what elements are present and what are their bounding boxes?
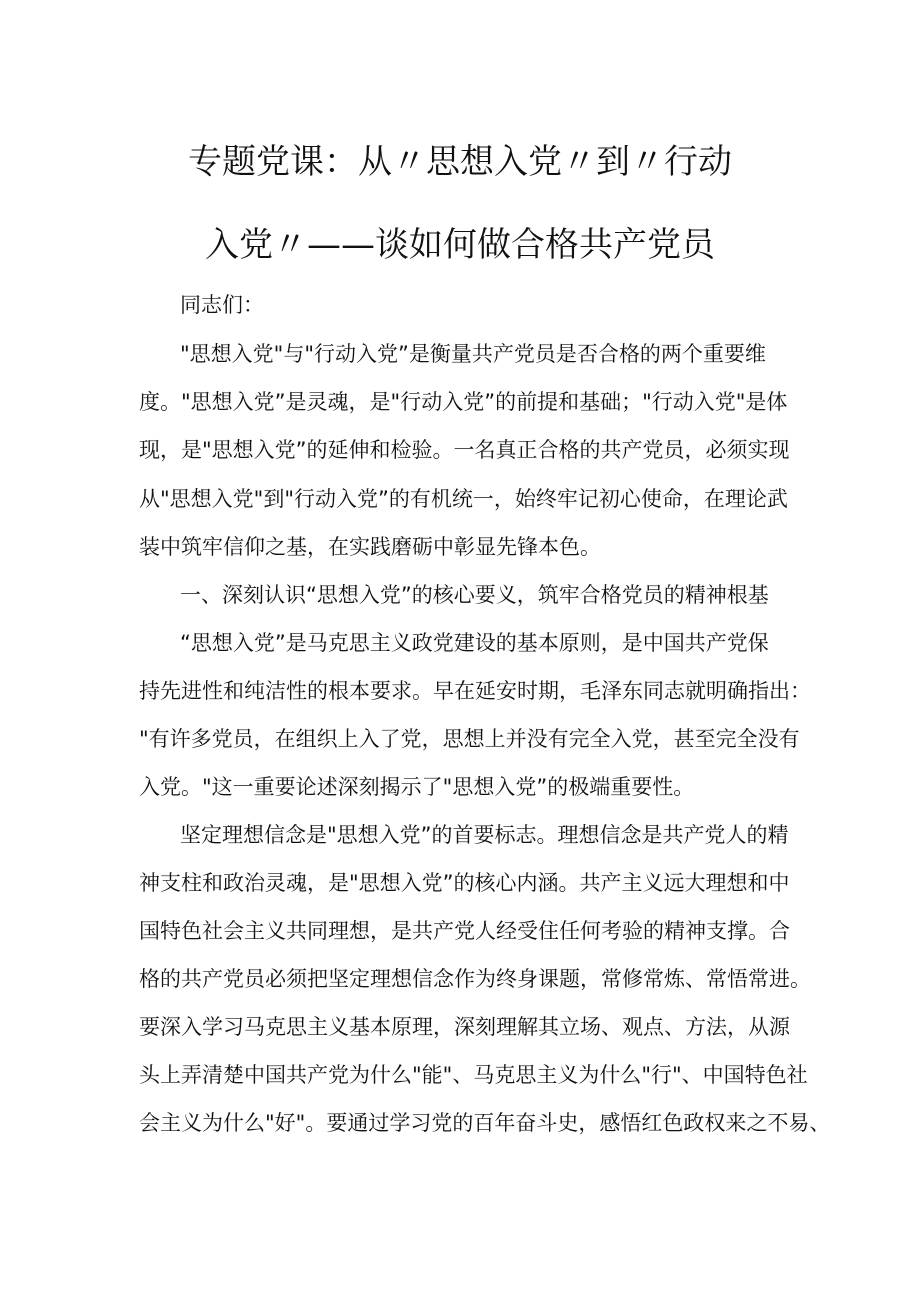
- paragraph-line: 要深入学习马克思主义基本原理，深刻理解其立场、观点、方法，从源: [139, 1015, 790, 1039]
- paragraph-line: 神支柱和政治灵魂，是"思想入党”的核心内涵。共产主义远大理想和中: [139, 871, 790, 895]
- paragraph-line: 坚定理想信念是"思想入党”的首要标志。理想信念是共产党人的精: [180, 823, 789, 847]
- document-title-line-1: 专题党课：从〃思想入党〃到〃行动: [188, 142, 732, 182]
- section-heading: 一、深刻认识“思想入党”的核心要义，筑牢合格党员的精神根基: [180, 583, 769, 607]
- document-title-line-2: 入党〃——谈如何做合格共产党员: [205, 225, 715, 265]
- paragraph-line: “思想入党”是马克思主义政党建设的基本原则，是中国共产党保: [180, 631, 769, 655]
- paragraph-line: "思想入党"与"行动入党”是衡量共产党员是否合格的两个重要维: [180, 342, 766, 366]
- paragraph-line: 持先进性和纯洁性的根本要求。早在延安时期，毛泽东同志就明确指出：: [139, 679, 811, 703]
- paragraph-line: 国特色社会主义共同理想，是共产党人经受住任何考验的精神支撑。合: [139, 919, 790, 943]
- paragraph-line: 从"思想入党"到"行动入党”的有机统一，始终牢记初心使命，在理论武: [139, 487, 788, 511]
- paragraph-line: 头上弄清楚中国共产党为什么"能"、马克思主义为什么"行"、中国特色社: [139, 1063, 808, 1087]
- paragraph-line: 度。"思想入党”是灵魂，是"行动入党”的前提和基础；"行动入党"是体: [139, 390, 788, 414]
- paragraph-line: "有许多党员，在组织上入了党，思想上并没有完全入党，甚至完全没有: [139, 727, 800, 751]
- paragraph-line: 装中筑牢信仰之基，在实践磨砺中彰显先锋本色。: [139, 535, 601, 559]
- paragraph-line: 格的共产党员必须把坚定理想信念作为终身课题，常修常炼、常悟常进。: [139, 967, 811, 991]
- paragraph-line: 现，是"思想入党”的延伸和检验。一名真正合格的共产党员，必须实现: [139, 438, 790, 462]
- greeting: 同志们：: [180, 293, 264, 317]
- paragraph-line: 会主义为什么"好"。要通过学习党的百年奋斗史，感悟红色政权来之不易、: [139, 1111, 831, 1135]
- paragraph-line: 入党。"这一重要论述深刻揭示了"思想入党”的极端重要性。: [139, 775, 695, 799]
